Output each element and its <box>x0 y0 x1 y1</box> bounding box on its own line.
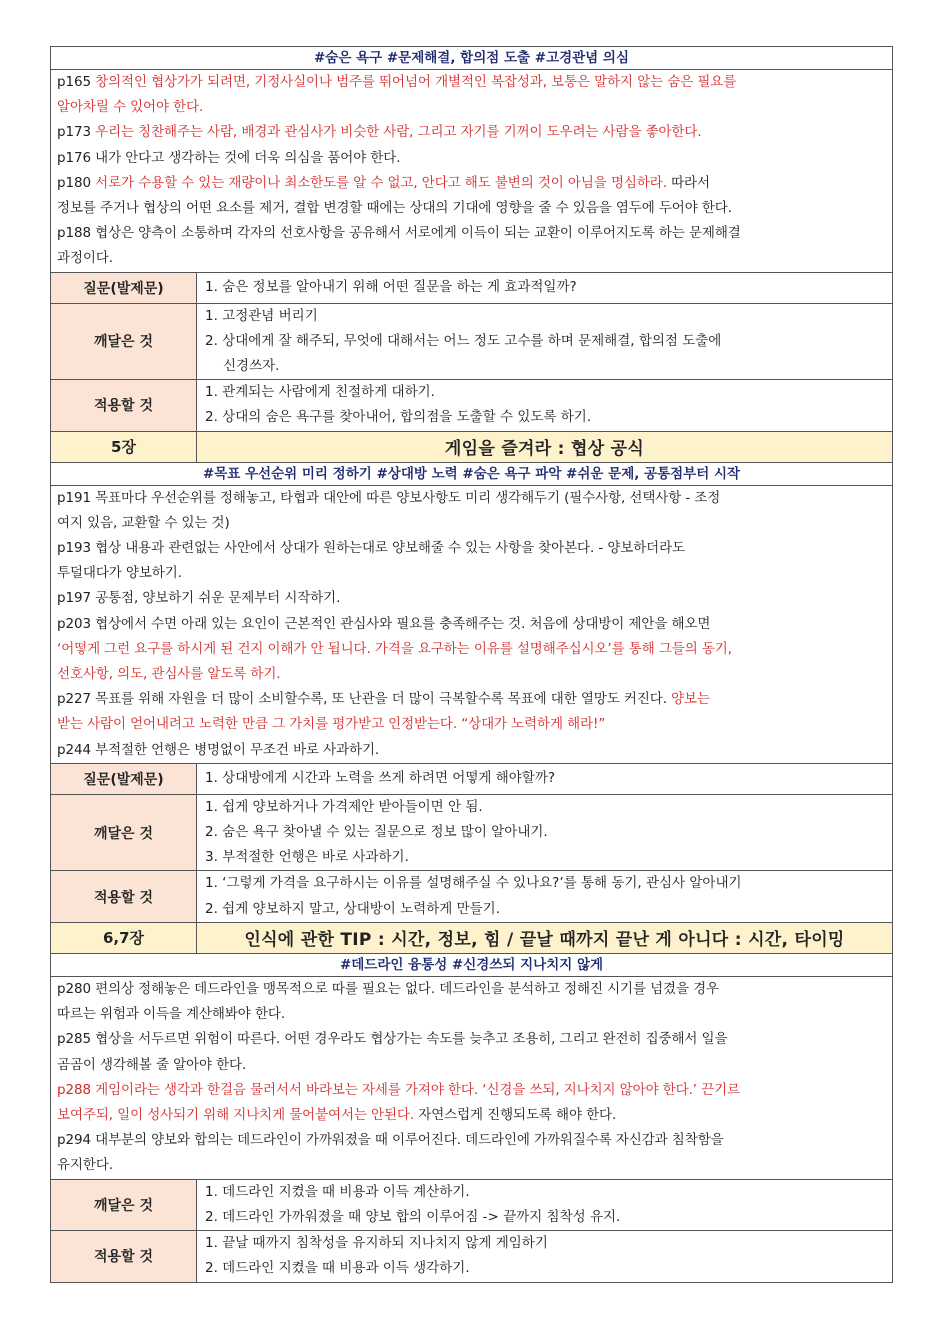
text-run: p280 편의상 정해놓은 데드라인을 맹목적으로 따를 필요는 없다. 데드라인을 분석하고 정해진 시기를 넘겼을 경우 <box>57 980 720 997</box>
chapter5-title: 게임을 즐겨라 : 협상 공식 <box>197 431 893 462</box>
highlighted-text: 보여주되, 일이 성사되기 위해 지나치게 물어붙여서는 안된다. <box>57 1106 415 1123</box>
list-item: 2. 쉽게 양보하지 말고, 상대방이 노력하게 만들기. <box>205 900 500 917</box>
list-item: 3. 부적절한 언행은 바로 사과하기. <box>205 849 409 866</box>
chapter67-body-row <box>51 976 893 1179</box>
list-item: 1. 쉽게 양보하거나 가격제안 받아들이면 안 됨. <box>205 798 483 815</box>
list-item: 2. 데드라인 가까워졌을 때 양보 합의 이루어짐 -> 끝까지 침착성 유지. <box>205 1208 621 1225</box>
section1-realize-items <box>197 303 893 380</box>
text-line <box>57 586 886 611</box>
chapter67-apply-row <box>51 1230 893 1282</box>
chapter5-realize-items <box>197 794 893 871</box>
chapter5-realize-row <box>51 794 893 871</box>
chapter5-body <box>51 485 893 763</box>
section1-question-items <box>197 272 893 303</box>
text-line <box>57 171 886 196</box>
section1-tags-row <box>51 47 893 70</box>
section1-apply-row <box>51 380 893 431</box>
text-line <box>57 1002 886 1027</box>
highlighted-text: 선호사항, 의도, 관심사를 알도록 하기. <box>57 666 281 683</box>
chapter67-realize-row <box>51 1179 893 1230</box>
text-line <box>57 70 886 95</box>
list-item: 1. 데드라인 지켰을 때 비용과 이득 계산하기. <box>205 1183 470 1200</box>
chapter67-tags-row <box>51 953 893 976</box>
text-line <box>57 95 886 120</box>
section1-apply-label: 적용할 것 <box>51 380 197 431</box>
section1-realize-row <box>51 303 893 380</box>
text-run: p176 내가 안다고 생각하는 것에 더욱 의심을 품어야 한다. <box>57 149 401 166</box>
section1-body <box>51 70 893 273</box>
text-line <box>57 246 886 271</box>
list-item: 신경쓰자. <box>223 358 280 375</box>
chapter5-number: 5장 <box>51 431 197 462</box>
text-run: p227 목표를 위해 자원을 더 많이 소비할수록, 또 난관을 더 많이 극복할수록 목표에 대한 열망도 커진다. <box>57 691 672 708</box>
section1-tags: #숨은 욕구 #문제해결, 합의점 도출 #고경관념 의심 <box>51 47 893 70</box>
text-run: 따라서 <box>666 174 710 191</box>
text-run: 유지한다. <box>57 1157 113 1174</box>
text-run: p180 <box>57 174 96 191</box>
text-line <box>57 738 886 763</box>
text-run: p173 <box>57 124 96 141</box>
text-line <box>57 1078 886 1103</box>
text-line <box>57 612 886 637</box>
highlighted-text: ‘어떻게 그런 요구를 하시게 된 건지 이해가 안 됩니다. 가격을 요구하는 이유를 설명해주십시오’를 통해 그들의 동기, <box>57 640 732 657</box>
chapter67-realize-label: 깨달은 것 <box>51 1179 197 1230</box>
list-item: 1. 고정관념 버리기 <box>205 307 318 324</box>
text-run: 자연스럽게 진행되도록 해야 한다. <box>414 1106 617 1123</box>
text-run: 투덜대다가 양보하기. <box>57 565 182 582</box>
text-line <box>57 712 886 737</box>
chapter5-apply-label: 적용할 것 <box>51 871 197 922</box>
section1-question-label: 질문(발제문) <box>51 272 197 303</box>
text-run: 곰곰이 생각해볼 줄 알아야 한다. <box>57 1056 247 1073</box>
highlighted-text: 알아차릴 수 있어야 한다. <box>57 99 204 116</box>
text-line <box>57 662 886 687</box>
highlighted-text: 창의적인 협상가가 되려면, 기정사실이나 범주를 뛰어넘어 개별적인 복잡성과, 보통은 말하지 않는 숨은 필요를 <box>95 74 737 90</box>
list-item: 2. 숨은 욕구 찾아낼 수 있는 질문으로 정보 많이 알아내기. <box>205 824 548 841</box>
text-line <box>57 146 886 171</box>
section1-body-row <box>51 70 893 273</box>
chapter67-tags: #데드라인 융통성 #신경쓰되 지나치지 않게 <box>51 953 893 976</box>
text-line <box>57 536 886 561</box>
text-run: p294 대부분의 양보와 합의는 데드라인이 가까워졌을 때 이루어진다. 데드라인에 가까워질수록 자신감과 침착함을 <box>57 1132 724 1149</box>
text-run: 여지 있음, 교환할 수 있는 것) <box>57 514 230 531</box>
chapter67-title: 인식에 관한 TIP : 시간, 정보, 힘 / 끝날 때까지 끝난 게 아니다 : 시간, 타이밍 <box>197 922 893 953</box>
text-line <box>57 977 886 1002</box>
chapter67-realize-items <box>197 1179 893 1230</box>
text-line <box>57 196 886 221</box>
highlighted-text: 서로가 수용할 수 있는 재량이나 최소한도를 알 수 없고, 안다고 해도 불변의 것이 아님을 명심하라. <box>95 174 667 191</box>
text-line <box>57 486 886 511</box>
text-run: p197 공통점, 양보하기 쉬운 문제부터 시작하기. <box>57 590 341 607</box>
text-line <box>57 221 886 246</box>
list-item: 1. ‘그렇게 가격을 요구하시는 이유를 설명해주실 수 있나요?’를 통해 동기, 관심사 알아내기 <box>205 875 742 892</box>
list-item: 1. 끝날 때까지 침착성을 유지하되 지나치지 않게 게임하기 <box>205 1235 548 1252</box>
chapter67-apply-label: 적용할 것 <box>51 1230 197 1282</box>
text-run: 정보를 주거나 협상의 어떤 요소를 제거, 결합 변경할 때에는 상대의 기대에 영향을 줄 수 있음을 염두에 두어야 한다. <box>57 200 732 217</box>
text-line <box>57 1053 886 1078</box>
section1-realize-label: 깨달은 것 <box>51 303 197 380</box>
text-line <box>57 1103 886 1128</box>
text-run: p188 협상은 양측이 소통하며 각자의 선호사항을 공유해서 서로에게 이득이 되는 교환이 이루어지도록 하는 문제해결 <box>57 225 741 242</box>
chapter5-question-items <box>197 763 893 794</box>
text-run: p203 협상에서 수면 아래 있는 요인이 근본적인 관심사와 필요를 충족해주는 것. 처음에 상대방이 제안을 해오면 <box>57 615 711 632</box>
text-run: p191 목표마다 우선순위를 정해놓고, 타협과 대안에 따른 양보사항도 미리 생각해두기 (필수사항, 선택사항 - 조정 <box>57 489 721 506</box>
text-run: 따르는 위험과 이득을 계산해봐야 한다. <box>57 1006 286 1023</box>
text-run: p165 <box>57 74 96 90</box>
section1-paragraphs <box>57 70 886 272</box>
list-item: 1. 숨은 정보를 알아내기 위해 어떤 질문을 하는 게 효과적일까? <box>205 279 577 296</box>
text-run: 과정이다. <box>57 250 113 267</box>
chapter5-header-row <box>51 431 893 462</box>
section1-question-row <box>51 272 893 303</box>
chapter5-body-row <box>51 485 893 763</box>
text-line <box>57 1153 886 1178</box>
text-run: p244 부적절한 언행은 병명없이 무조건 바로 사과하기. <box>57 741 380 758</box>
text-line <box>57 1027 886 1052</box>
list-item: 2. 상대에게 잘 해주되, 무엇에 대해서는 어느 정도 고수를 하며 문제해결, 합의점 도출에 <box>205 332 722 349</box>
highlighted-text: 양보는 <box>671 691 710 708</box>
text-line <box>57 1128 886 1153</box>
chapter5-question-row <box>51 763 893 794</box>
chapter5-tags: #목표 우선순위 미리 정하기 #상대방 노력 #숨은 욕구 파악 #쉬운 문제, 공통점부터 시작 <box>51 462 893 485</box>
list-item: 2. 상대의 숨은 욕구를 찾아내어, 합의점을 도출할 수 있도록 하기. <box>205 409 592 426</box>
list-item: 2. 데드라인 지켰을 때 비용과 이득 생각하기. <box>205 1260 470 1277</box>
list-item: 1. 상대방에게 시간과 노력을 쓰게 하려면 어떻게 해야할까? <box>205 770 556 787</box>
text-run: p193 협상 내용과 관련없는 사안에서 상대가 원하는대로 양보해줄 수 있는 사항을 찾아본다. - 양보하더라도 <box>57 540 685 557</box>
chapter67-header-row <box>51 922 893 953</box>
text-line <box>57 637 886 662</box>
text-line <box>57 511 886 536</box>
chapter5-tags-row <box>51 462 893 485</box>
text-line <box>57 120 886 145</box>
section1-apply-items <box>197 380 893 431</box>
chapter5-apply-items <box>197 871 893 922</box>
text-line <box>57 687 886 712</box>
worksheet-table <box>50 46 893 1283</box>
text-run: p285 협상을 서두르면 위험이 따른다. 어떤 경우라도 협상가는 속도를 늦추고 조용히, 그리고 완전히 집중해서 일을 <box>57 1031 728 1048</box>
chapter5-realize-label: 깨달은 것 <box>51 794 197 871</box>
chapter67-number: 6,7장 <box>51 922 197 953</box>
chapter67-apply-items <box>197 1230 893 1282</box>
list-item: 1. 관계되는 사람에게 친절하게 대하기. <box>205 384 435 401</box>
chapter5-apply-row <box>51 871 893 922</box>
chapter67-paragraphs <box>57 977 886 1179</box>
text-line <box>57 561 886 586</box>
highlighted-text: p288 게임이라는 생각과 한걸음 물러서서 바라보는 자세를 가져야 한다. ‘신경을 쓰되, 지나치지 않아야 한다.’ 끈기르 <box>57 1081 740 1098</box>
chapter5-question-label: 질문(발제문) <box>51 763 197 794</box>
chapter67-body <box>51 976 893 1179</box>
worksheet-page <box>50 46 893 1283</box>
highlighted-text: 우리는 칭찬해주는 사람, 배경과 관심사가 비슷한 사람, 그리고 자기를 기꺼이 도우려는 사람을 좋아한다. <box>95 124 702 141</box>
highlighted-text: 받는 사람이 얻어내려고 노력한 만큼 그 가치를 평가받고 인정받는다. “상대가 노력하게 해라!” <box>57 716 606 733</box>
chapter5-paragraphs <box>57 486 886 763</box>
